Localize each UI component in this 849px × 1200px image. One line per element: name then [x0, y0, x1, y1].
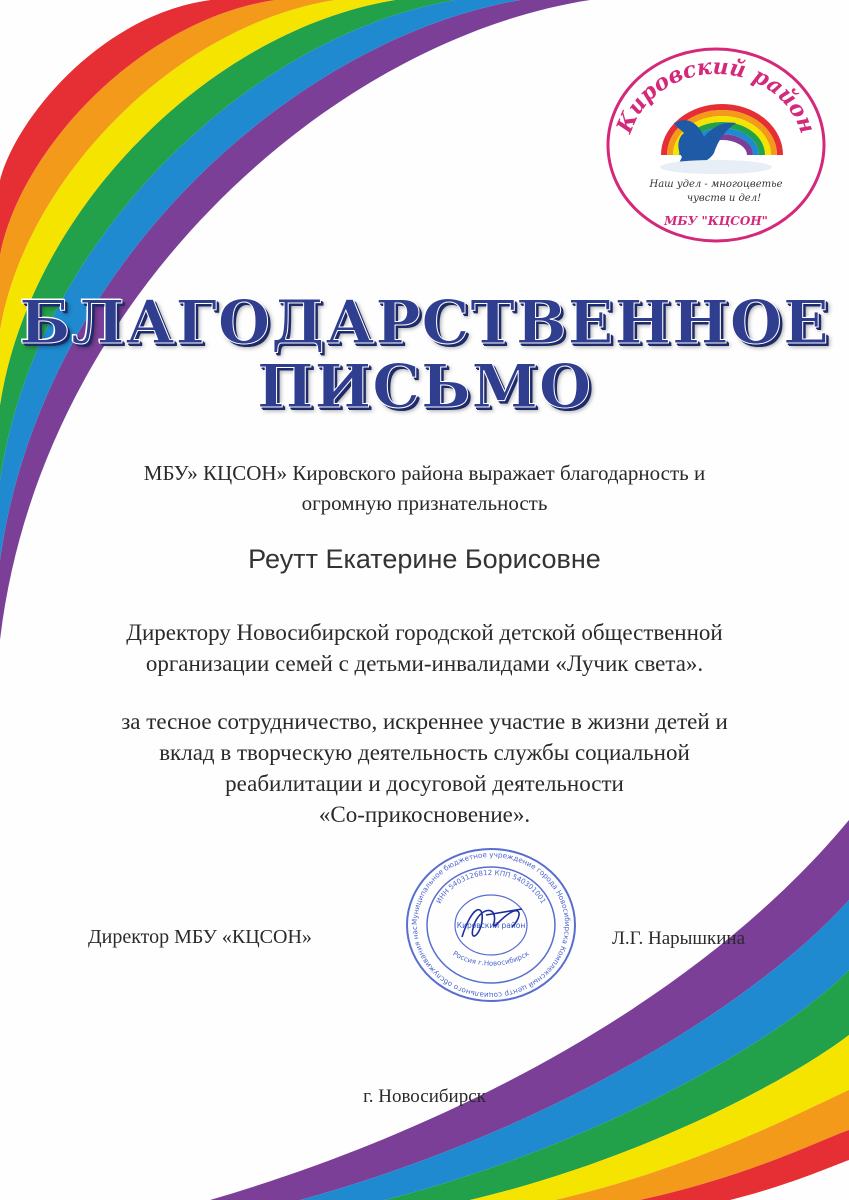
- reason-line-2: вклад в творческую деятельность службы социальной: [159, 740, 690, 765]
- seal-center-text: Кировский район: [456, 921, 526, 930]
- logo-org: МБУ "КЦСОН": [664, 214, 768, 228]
- intro-line-2: огромную признательность: [301, 491, 548, 515]
- position-line-2: организации семей с детьми-инвалидами «Лучик света».: [145, 651, 704, 676]
- position-line-1: Директору Новосибирской городской детской общественной: [126, 620, 723, 645]
- title-line-1: БЛАГОДАРСТВЕННОЕ: [19, 288, 830, 358]
- svg-text:Россия г.Новосибирск: [451, 950, 530, 968]
- logo-motto-line2: чувств и дел!: [686, 193, 762, 204]
- logo-motto-line1: Наш удел - многоцветье: [649, 179, 783, 190]
- title-line-2: ПИСЬМО: [256, 352, 593, 422]
- intro-paragraph: [60, 458, 789, 518]
- official-seal: [402, 845, 580, 1005]
- signatory-role: Директор МБУ «КЦСОН»: [88, 926, 312, 948]
- reason-line-3: реабилитации и досуговой деятельности: [225, 771, 624, 796]
- kirovsky-district-logo: [604, 45, 828, 245]
- svg-text:ИНН 5403126812 КПП 540301001: [435, 869, 547, 905]
- recipient-position: [60, 617, 789, 679]
- seal-outer-text: Муниципальное бюджетное учреждение города Новосибирска Комплексный центр социального обслуживания нас: [409, 849, 573, 1001]
- reason-line-1: за тесное сотрудничество, искреннее участие в жизни детей и: [121, 709, 728, 734]
- logo-arc-text: Кировский район: [611, 53, 821, 137]
- seal-inner-text: ИНН 5403126812 КПП 540301001: [434, 868, 548, 906]
- reason-paragraph: [60, 706, 789, 830]
- signatory-name: Л.Г. Нарышкина: [612, 928, 746, 949]
- recipient-name: Реутт Екатерине Борисовне: [248, 544, 601, 574]
- intro-line-1: МБУ» КЦСОН» Кировского района выражает благодарность и: [143, 461, 706, 485]
- reason-line-4: «Со-прикосновение».: [318, 802, 531, 827]
- city-line: г. Новосибирск: [363, 1086, 486, 1107]
- seal-bottom-text: Россия г.Новосибирск: [451, 949, 531, 968]
